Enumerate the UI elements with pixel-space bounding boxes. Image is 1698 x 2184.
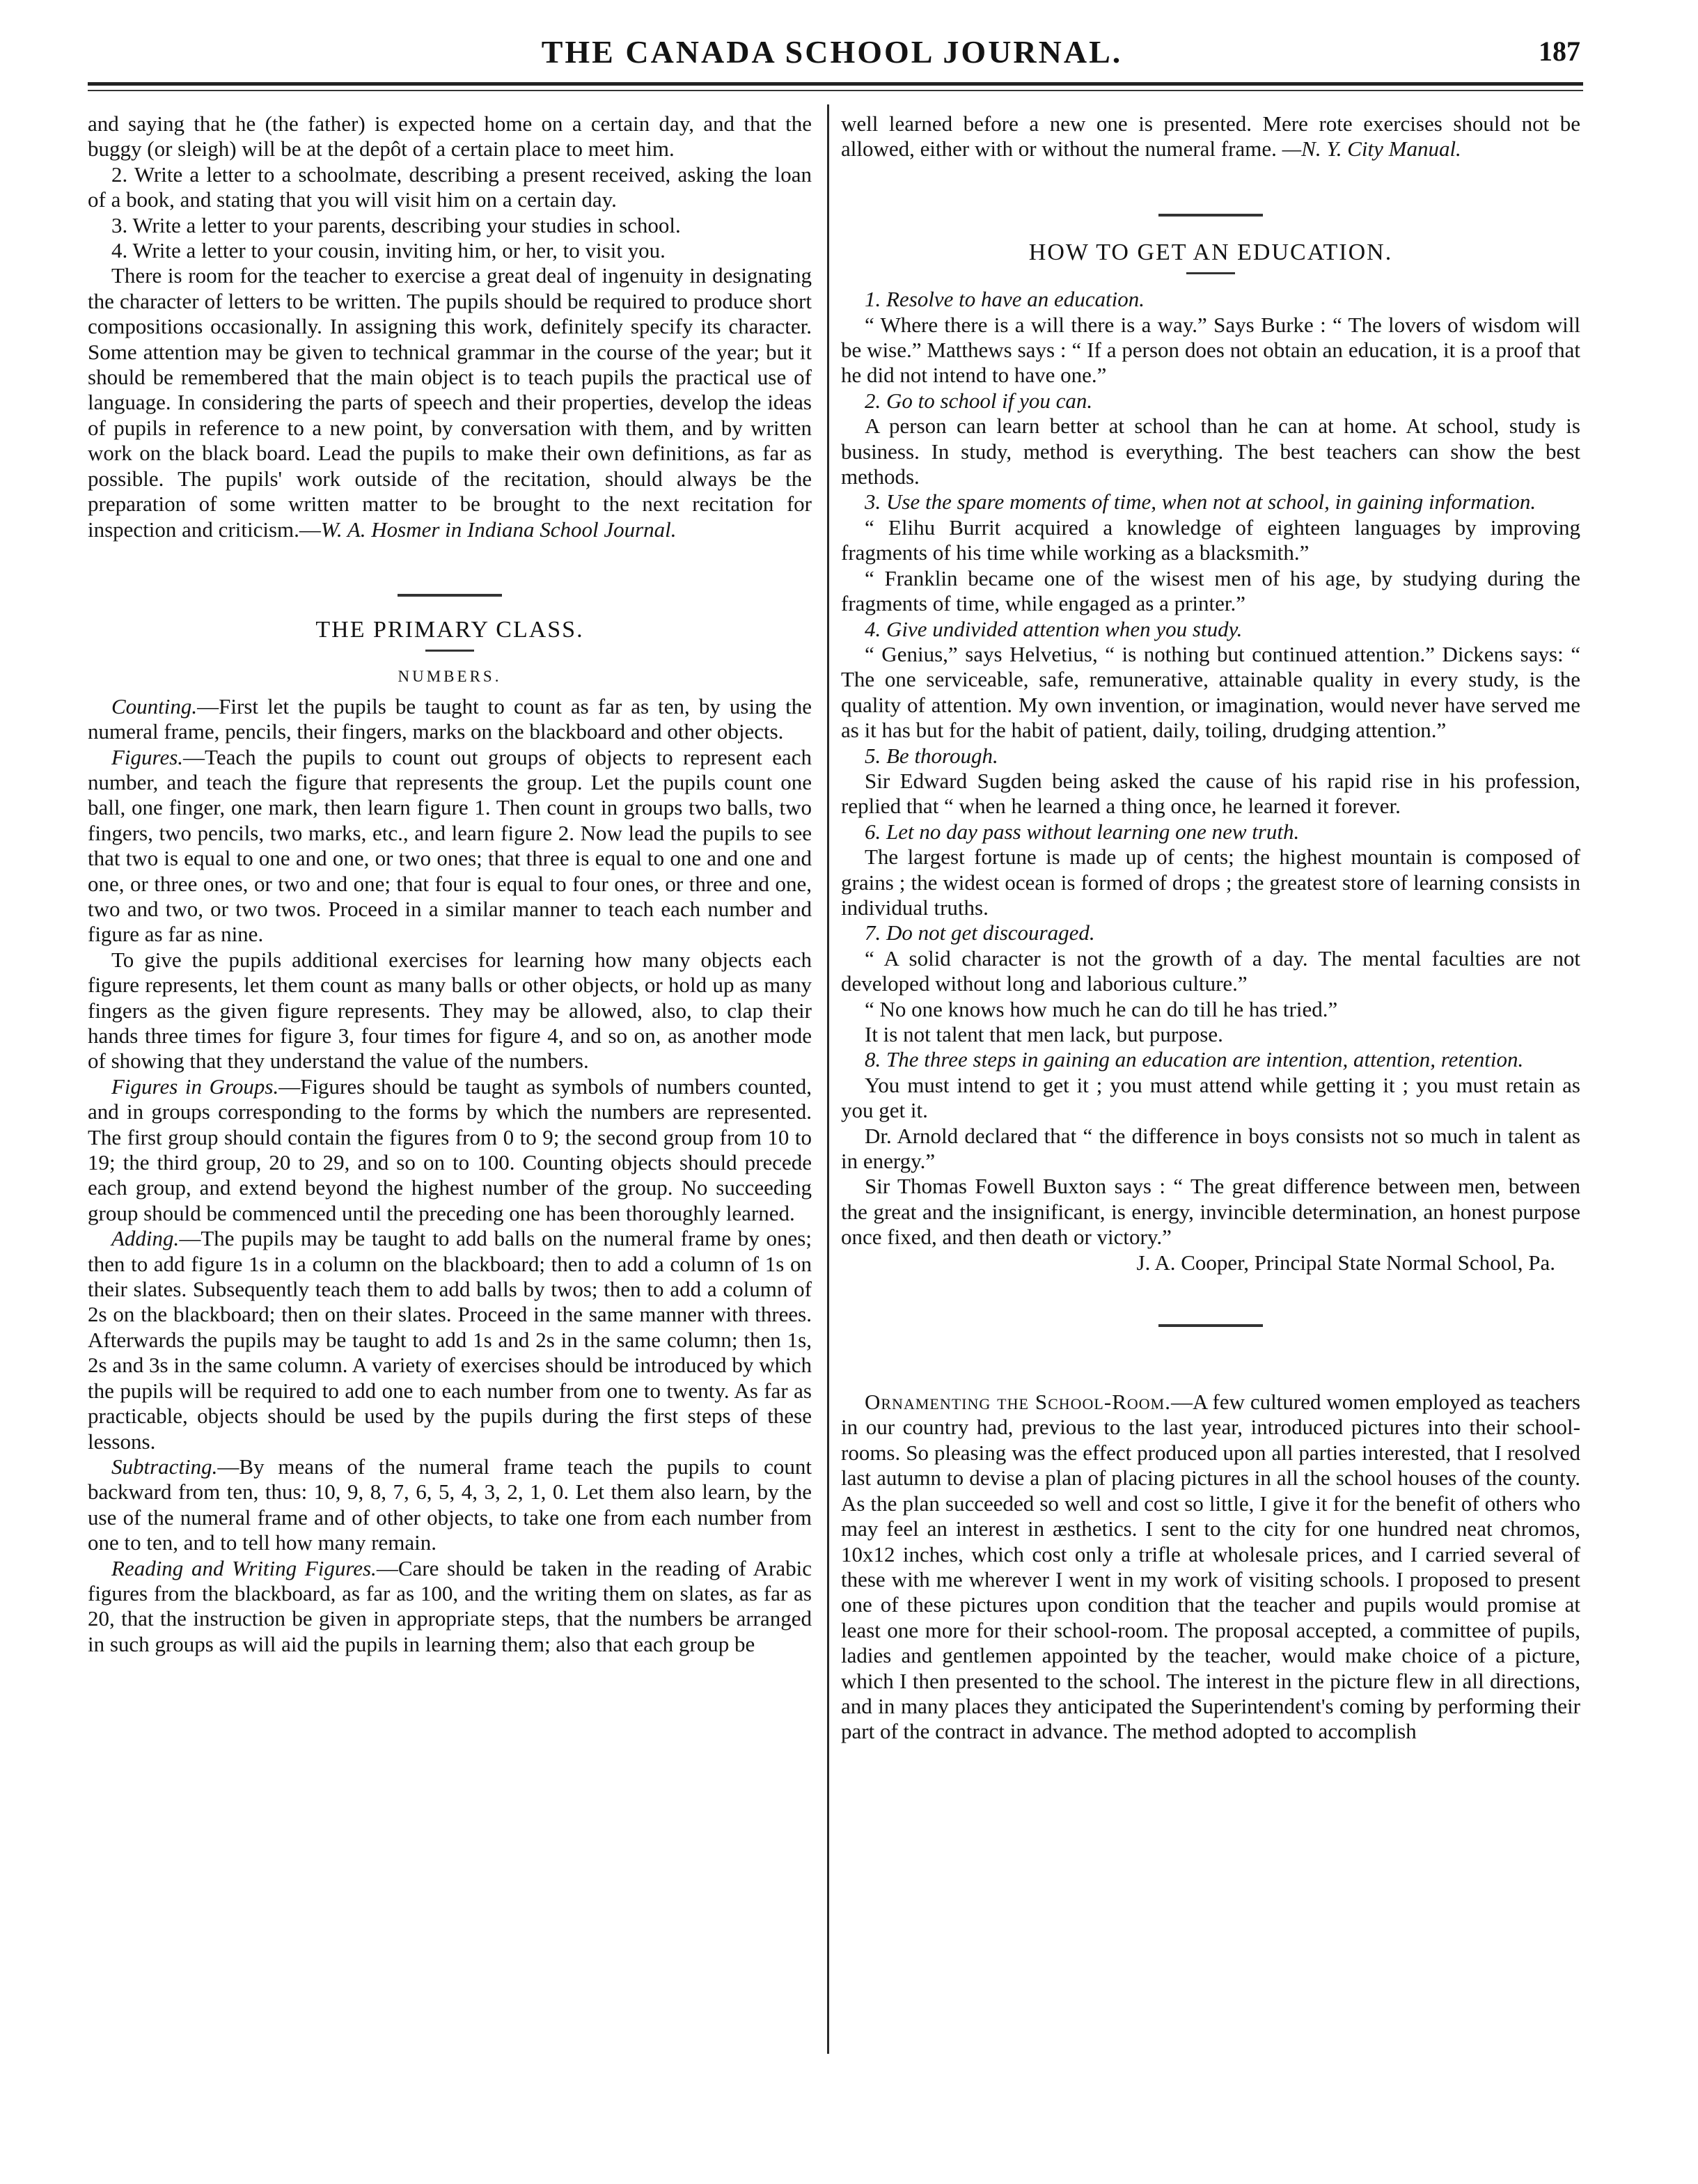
paragraph-text: —By means of the numeral frame teach the pupils to count backward from ten, thus: 10, 9, 8, 7, 6, 5, 4, 3, 2, 1, 0. Let them also learn, by the use of the numeral frame and of other objects, to take one from each number from one to ten, and to tell how many remain.	[88, 1454, 812, 1555]
header-rule-thin	[88, 90, 1583, 91]
paragraph: Sir Thomas Fowell Buxton says : “ The great difference between men, between the great and the insignificant, is energy, invincible determination, an honest purpose once fixed, and then death or victory.”	[841, 1174, 1580, 1250]
numbered-maxim: 5. Be thorough.	[865, 743, 998, 768]
author-signature: J. A. Cooper, Principal State Normal School, Pa.	[1136, 1250, 1555, 1275]
section-heading: THE PRIMARY CLASS.	[315, 616, 584, 643]
paragraph-text: well learned before a new one is presented. Mere rote exercises should not be allowed, either with or without the numeral frame.	[841, 111, 1580, 162]
paragraph	[88, 694, 812, 745]
paragraph-text: —Care should be taken in the reading of Arabic figures from the blackboard, as far as 100, and the writing them on slates, as far as 20, that the instruction be given in appropriate steps, that the numbers be arranged in such groups as will aid the pupils in learning them; also that each group be	[88, 1555, 812, 1656]
paragraph	[88, 1454, 812, 1556]
paragraph-text: —The pupils may be taught to add balls on the numeral frame by ones; then to add figure 1s in a column on the blackboard; then to add a column of 1s on their slates. Subsequently teach them to add balls by twos; then to add a column of 2s on the blackboard; then on their slates. Proceed in the same manner with threes. Afterwards the pupils may be taught to add 1s and 2s in the same column; then 1s, 2s and 3s in the same column. A variety of exercises should be introduced by which the pupils will be required to add one to each number from one to twenty. As far as practicable, objects should be used by the pupils during the first steps of these lessons.	[88, 1226, 812, 1454]
paragraph: You must intend to get it ; you must attend while getting it ; you must retain as you get it.	[841, 1072, 1580, 1123]
paragraph: “ A solid character is not the growth of a day. The mental faculties are not developed without long and laborious culture.”	[841, 945, 1580, 996]
paragraph: To give the pupils additional exercises for learning how many objects each figure represents, let them count as many balls or other objects, or hold up as many fingers as the given figure represents. They may be allowed, also, to clap their hands three times for figure 3, four times for figure 4, and so on, as another mode of showing that they understand the value of the numbers.	[88, 947, 812, 1074]
page-number: 187	[1539, 36, 1580, 67]
paragraph: “ No one knows how much he can do till he has tried.”	[865, 996, 1338, 1021]
paragraph: “ Elihu Burrit acquired a knowledge of eighteen languages by improving fragments of his time while working as a blacksmith.”	[841, 514, 1580, 565]
paragraph: The largest fortune is made up of cents; the highest mountain is composed of grains ; the widest ocean is formed of drops ; the greatest store of learning consists in individual truths.	[841, 844, 1580, 920]
paragraph-text: There is room for the teacher to exercise a great deal of ingenuity in designating the character of letters to be written. The pupils should be required to produce short compositions occasionally. In assigning this work, definitely specify its character. Some attention may be given to technical grammar in the course of the year; but it should be remembered that the main object is to teach pupils the practical use of language. In considering the parts of speech and their properties, develop the ideas of pupils in reference to a new point, by conversation with them, and by written work on the black board. Lead the pupils to make their own definitions, as far as possible. The pupils' work outside of the recitation, should always be the preparation of some written matter to be brought to the next recitation for inspection and criticism.—	[88, 263, 812, 542]
paragraph: “ Franklin became one of the wisest men of his age, by studying during the fragments of time, while engaged as a printer.”	[841, 565, 1580, 616]
paragraph: Sir Edward Sugden being asked the cause of his rapid rise in his profession, replied that “ when he learned a thing once, he learned it forever.	[841, 768, 1580, 819]
paragraph: Dr. Arnold declared that “ the difference in boys consists not so much in talent as in energy.”	[841, 1123, 1580, 1174]
paragraph: A person can learn better at school than he can at home. At school, study is business. In study, method is everything. The best teachers can show the best methods.	[841, 414, 1580, 489]
left-column	[88, 111, 812, 1657]
run-in-label: Figures in Groups.	[111, 1074, 279, 1099]
paragraph	[841, 1390, 1580, 1745]
header-rule-thick	[88, 82, 1583, 86]
source-credit: —N. Y. City Manual.	[1282, 136, 1461, 162]
running-head	[84, 31, 1580, 72]
section-subheading: NUMBERS.	[398, 668, 502, 686]
heading-rule	[1186, 272, 1235, 274]
run-in-label: Subtracting.	[111, 1454, 218, 1479]
run-in-label: Counting.	[111, 693, 198, 718]
paragraph-text: —Teach the pupils to count out groups of objects to represent each number, and teach the figure that represents the group. Let the pupils count one ball, one finger, one mark, then learn figure 1. Then count in groups two balls, two fingers, two pencils, two marks, etc., and learn figure 2. Now lead the pupils to see that two is equal to one and one, or two ones; that three is equal to one and one and one, or three ones, or two and one; that four is equal to four ones, or three and one, two and two, or two twos. Proceed in a similar manner to teach each number and figure as far as nine.	[88, 744, 812, 947]
heading-rule	[425, 650, 474, 652]
numbered-maxim: 3. Use the spare moments of time, when not at school, in gaining information.	[865, 489, 1536, 514]
paragraph-text: —A few cultured women employed as teachers in our country had, previous to the last year, introduced pictures into their school-rooms. So pleasing was the effect produced upon all parties interested, that I resolved last autumn to devise a plan of placing pictures in all the school houses of the county. As the plan succeeded so well and cost so little, I give it for the benefit of others who may feel an interest in æsthetics. I sent to the city for one hundred neat chromos, 10x12 inches, which cost only a trifle at wholesale prices, and I carried several of these with me wherever I went in my work of visiting schools. I proposed to present one of these pictures upon condition that the teacher and pupils would promise at least one more for their school-room. The proposal accepted, a committee of pupils, ladies and gentlemen appointed by the teacher, would make choice of a picture, which I then presented to the school. The interest in the picture flew in all directions, and in many places they anticipated the Superintendent's coming by performing their part of the contract in advance. The method adopted to accomplish	[841, 1390, 1580, 1744]
paragraph	[88, 745, 812, 948]
run-in-label: Ornamenting the School-Room.	[865, 1390, 1171, 1415]
numbered-maxim: 4. Give undivided attention when you study.	[865, 616, 1243, 641]
numbered-maxim: 1. Resolve to have an education.	[865, 287, 1145, 312]
numbered-maxim: 6. Let no day pass without learning one new truth.	[865, 819, 1300, 844]
run-in-label: Adding.	[111, 1226, 180, 1251]
run-in-label: Reading and Writing Figures.	[111, 1555, 377, 1580]
column-divider	[827, 104, 829, 2054]
section-heading: HOW TO GET AN EDUCATION.	[1028, 239, 1393, 265]
paragraph: 4. Write a letter to your cousin, inviting him, or her, to visit you.	[111, 238, 666, 263]
paragraph	[88, 1074, 812, 1226]
paragraph: “ Genius,” says Helvetius, “ is nothing but continued attention.” Dickens says: “ The one serviceable, safe, remunerative, attainable quality in every study, is the quality of attention. My own invention, or imagination, would never have served me as it has but for the habit of patient, daily, toiling, drudging attention.”	[841, 641, 1580, 743]
numbered-maxim: 7. Do not get discouraged.	[865, 920, 1095, 945]
paragraph-text: —Figures should be taught as symbols of numbers counted, and in groups corresponding to the forms by which the numbers are represented. The first group should contain the figures from 0 to 9; the second group from 10 to 19; the third group, 20 to 29, and so on to 100. Counting objects should precede each group, and extend beyond the highest number of the group. No succeeding group should be commenced until the preceding one has been thoroughly learned.	[88, 1074, 812, 1225]
paragraph: and saying that he (the father) is expected home on a certain day, and that the buggy (or sleigh) will be at the depôt of a certain place to meet him.	[88, 111, 812, 162]
numbered-maxim: 8. The three steps in gaining an education are intention, attention, retention.	[865, 1047, 1524, 1072]
paragraph	[88, 1556, 812, 1658]
paragraph-text: —First let the pupils be taught to count as far as ten, by using the numeral frame, pencils, their fingers, marks on the blackboard and other objects.	[88, 693, 812, 744]
paragraph	[88, 263, 812, 542]
source-credit: W. A. Hosmer in Indiana School Journal.	[320, 517, 677, 542]
right-column	[841, 111, 1580, 1745]
paragraph: “ Where there is a will there is a way.” Says Burke : “ The lovers of wisdom will be wise.” Matthews says : “ If a person does not obtain an education, it is a proof that he did not intend to have one.”	[841, 312, 1580, 388]
paragraph	[88, 1226, 812, 1454]
paragraph: 2. Write a letter to a schoolmate, describing a present received, asking the loan of a book, and stating that you will visit him on a certain day.	[88, 162, 812, 212]
paragraph	[841, 111, 1580, 162]
run-in-label: Figures.	[111, 744, 184, 769]
journal-title: THE CANADA SCHOOL JOURNAL.	[541, 34, 1123, 70]
paragraph: It is not talent that men lack, but purpose.	[865, 1022, 1223, 1046]
numbered-maxim: 2. Go to school if you can.	[865, 388, 1093, 413]
paragraph: 3. Write a letter to your parents, describing your studies in school.	[111, 212, 681, 237]
